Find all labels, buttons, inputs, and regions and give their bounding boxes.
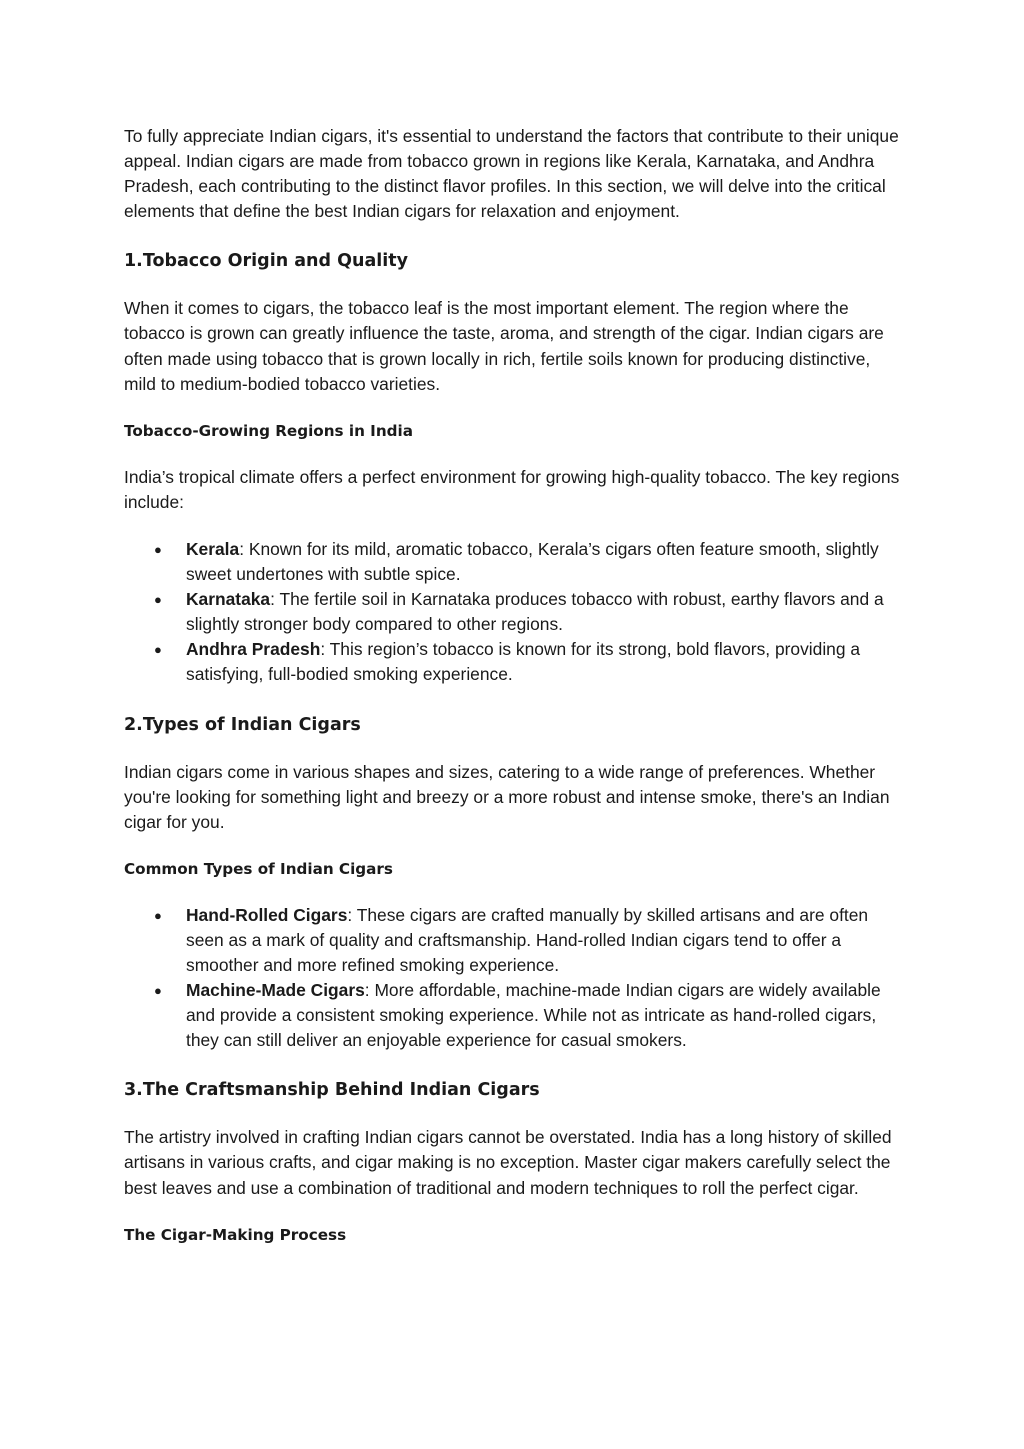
cigar-types-list	[124, 903, 904, 1054]
section-3-heading: 3.The Craftsmanship Behind Indian Cigars	[124, 1080, 540, 1101]
section-2-heading: 2.Types of Indian Cigars	[124, 714, 361, 735]
bullet-icon: ●	[154, 907, 162, 923]
list-item	[124, 587, 904, 637]
list-item-term: Machine-Made Cigars	[186, 980, 365, 1001]
bullet-icon: ●	[154, 541, 162, 557]
bullet-icon: ●	[154, 642, 162, 658]
list-item	[124, 978, 904, 1053]
list-item-term: Kerala	[186, 538, 240, 559]
list-item	[124, 637, 904, 687]
section-3-subheading: The Cigar-Making Process	[124, 1225, 347, 1244]
list-item-text: : Known for its mild, aromatic tobacco, Kerala’s cigars often feature smooth, slightly sweet undertones with subtle spice.	[186, 538, 879, 585]
section-3-paragraph: The artistry involved in crafting Indian cigars cannot be overstated. India has a long history of skilled artisans in various crafts, and cigar making is no exception. Master cigar makers carefully select the best leaves and use a combination of traditional and modern techniques to roll the perfect cigar.	[124, 1127, 892, 1198]
section-1-subparagraph: India’s tropical climate offers a perfect environment for growing high-quality tobacco. The key regions include:	[124, 466, 900, 512]
section-2-paragraph: Indian cigars come in various shapes and sizes, catering to a wide range of preferences. Whether you're looking for something light and breezy or a more robust and intense smoke, there's an Indian cigar for you.	[124, 761, 890, 832]
bullet-icon: ●	[154, 983, 162, 999]
list-item	[124, 903, 904, 978]
list-item	[124, 537, 904, 587]
list-item-term: Andhra Pradesh	[186, 639, 321, 660]
section-2-subheading: Common Types of Indian Cigars	[124, 859, 393, 878]
list-item-term: Hand-Rolled Cigars	[186, 904, 348, 925]
section-1-paragraph: When it comes to cigars, the tobacco leaf is the most important element. The region where the tobacco is grown can greatly influence the taste, aroma, and strength of the cigar. Indian cigars are often made using tobacco that is grown locally in rich, fertile soils known for producing distinctive, mild to medium-bodied tobacco varieties.	[124, 298, 884, 394]
list-item-text: : The fertile soil in Karnataka produces tobacco with robust, earthy flavors and a slightly stronger body compared to other regions.	[186, 589, 884, 635]
document-page	[124, 124, 904, 1247]
intro-paragraph: To fully appreciate Indian cigars, it's essential to understand the factors that contribute to their unique appeal. Indian cigars are made from tobacco grown in regions like Kerala, Karnataka, and Andhra Pradesh, each contributing to the distinct flavor profiles. In this section, we will delve into the critical elements that define the best Indian cigars for relaxation and enjoyment.	[124, 126, 899, 222]
list-item-term: Karnataka	[186, 589, 271, 610]
list-item-text: : More affordable, machine-made Indian cigars are widely available and provide a consistent smoking experience. While not as intricate as hand-rolled cigars, they can still deliver an enjoyable experience for casual smokers.	[186, 980, 881, 1051]
list-item-text: : This region’s tobacco is known for its strong, bold flavors, providing a satisfying, full-bodied smoking experience.	[186, 639, 861, 685]
bullet-icon: ●	[154, 592, 162, 608]
list-item-text: : These cigars are crafted manually by skilled artisans and are often seen as a mark of quality and craftsmanship. Hand-rolled Indian cigars tend to offer a smoother and more refined smoking experience.	[186, 904, 869, 975]
section-1-subheading: Tobacco-Growing Regions in India	[124, 421, 413, 440]
regions-list	[124, 537, 904, 688]
section-1-heading: 1.Tobacco Origin and Quality	[124, 251, 409, 272]
